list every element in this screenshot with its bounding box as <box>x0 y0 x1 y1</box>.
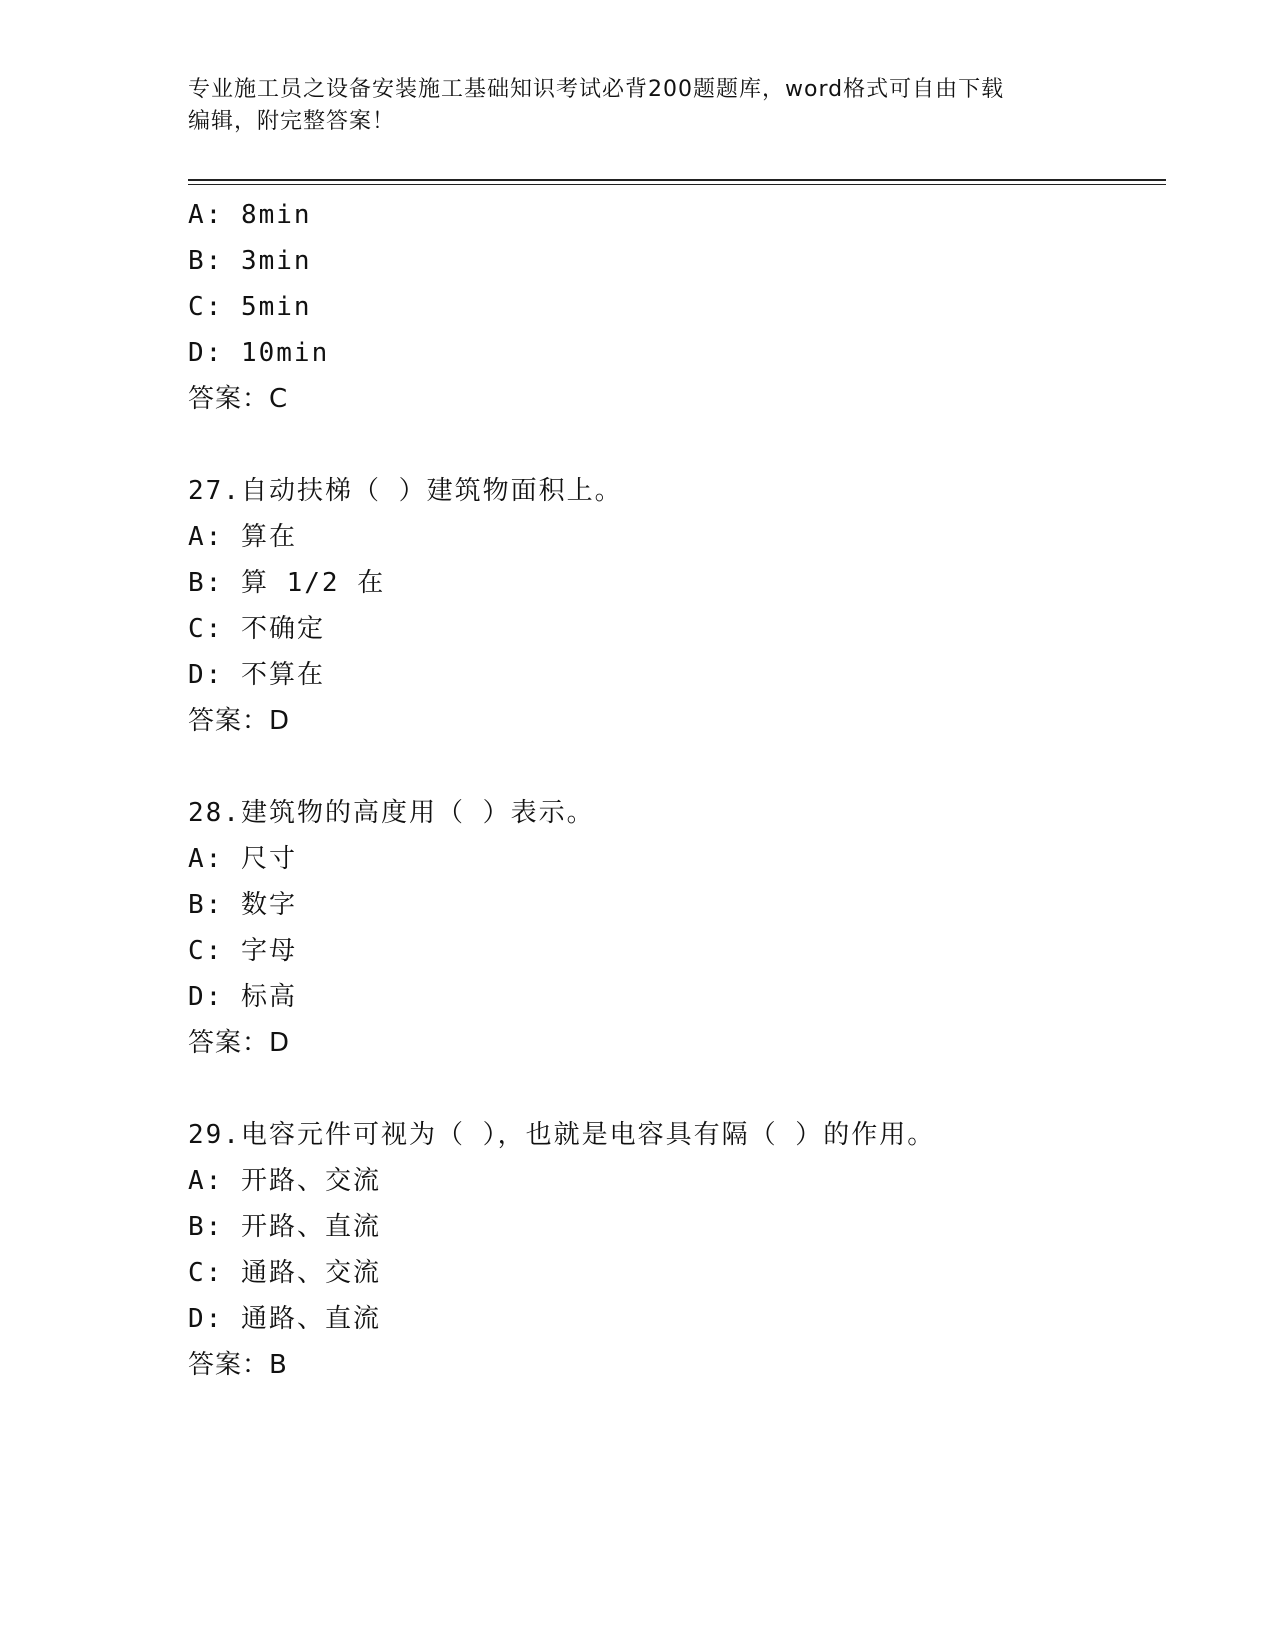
option-b: B: 数字 <box>188 890 297 920</box>
option-b: B: 开路、直流 <box>188 1212 381 1242</box>
answer-line: 答案：D <box>188 706 291 736</box>
option-a: A: 算在 <box>188 522 297 552</box>
option-a: A: 尺寸 <box>188 844 297 874</box>
option-d: D: 不算在 <box>188 660 325 690</box>
option-d: D: 标高 <box>188 982 297 1012</box>
option-d: D: 10min <box>188 338 330 368</box>
answer-line: 答案：B <box>188 1350 288 1380</box>
header-title-line-1: 专业施工员之设备安装施工基础知识考试必背200题题库，word格式可自由下载 <box>188 77 1005 102</box>
question-text: 27.自动扶梯（ ）建筑物面积上。 <box>188 476 623 506</box>
header-divider-thick <box>188 179 1166 181</box>
answer-line: 答案：C <box>188 384 289 414</box>
header-divider-thin <box>188 184 1166 185</box>
option-b: B: 算 1/2 在 <box>188 568 386 598</box>
question-block-29 <box>188 1112 1166 1388</box>
question-block-28 <box>188 790 1166 1066</box>
option-c: C: 字母 <box>188 936 297 966</box>
question-block-27 <box>188 468 1166 744</box>
spacer <box>188 422 1166 468</box>
question-list <box>188 192 1166 1388</box>
question-block-26 <box>188 192 1166 422</box>
document-header <box>188 74 1088 138</box>
option-a: A: 8min <box>188 200 312 230</box>
option-c: C: 5min <box>188 292 312 322</box>
question-text: 28.建筑物的高度用（ ）表示。 <box>188 798 595 828</box>
spacer <box>188 744 1166 790</box>
spacer <box>188 1066 1166 1112</box>
option-c: C: 通路、交流 <box>188 1258 381 1288</box>
answer-line: 答案：D <box>188 1028 291 1058</box>
question-text: 29.电容元件可视为（ ），也就是电容具有隔（ ）的作用。 <box>188 1120 936 1150</box>
option-d: D: 通路、直流 <box>188 1304 381 1334</box>
option-a: A: 开路、交流 <box>188 1166 381 1196</box>
header-title-line-2: 编辑，附完整答案！ <box>188 109 396 134</box>
option-c: C: 不确定 <box>188 614 325 644</box>
option-b: B: 3min <box>188 246 312 276</box>
